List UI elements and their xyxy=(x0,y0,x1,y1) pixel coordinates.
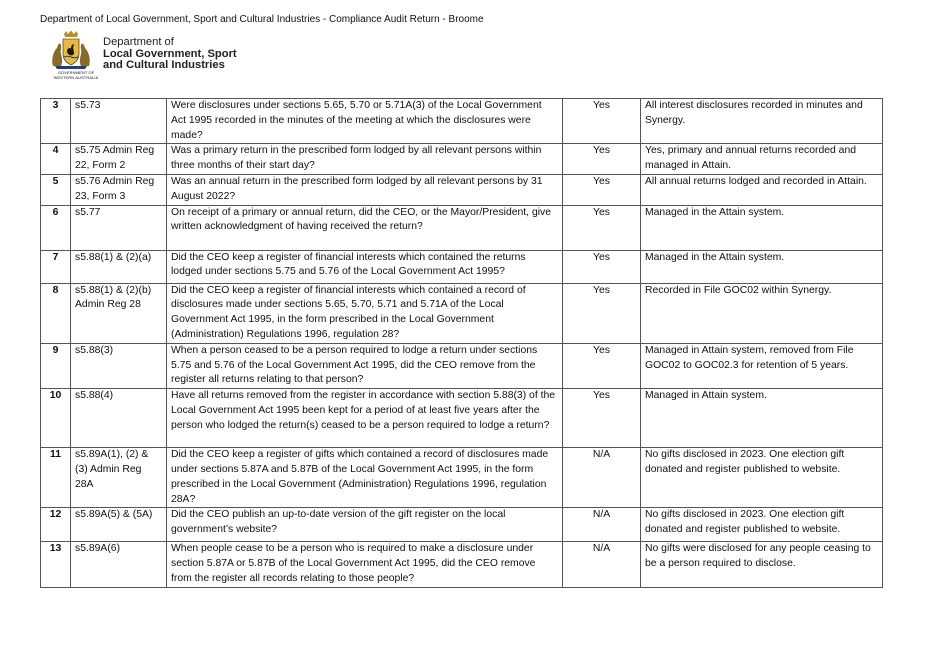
comments: Managed in Attain system, removed from File GOC02 to GOC02.3 for retention of 5 years. xyxy=(641,343,883,388)
row-number: 7 xyxy=(41,250,71,283)
response-value: N/A xyxy=(563,508,641,542)
crest-caption xyxy=(49,70,103,80)
row-number: 6 xyxy=(41,205,71,250)
response-value: Yes xyxy=(563,205,641,250)
comments: All annual returns lodged and recorded in Attain. xyxy=(641,174,883,205)
audit-question: Were disclosures under sections 5.65, 5.70 or 5.71A(3) of the Local Government Act 1995 recorded in the minutes of the meeting at which the disclosures were made? xyxy=(167,99,563,144)
table-row xyxy=(41,389,883,448)
audit-question: Did the CEO keep a register of financial interests which contained the returns lodged under sections 5.75 and 5.76 of the Local Government Act 1995? xyxy=(167,250,563,283)
response-value: Yes xyxy=(563,389,641,448)
table-row xyxy=(41,542,883,587)
department-name-line-2: Local Government, Sport xyxy=(103,47,237,60)
comments: Managed in the Attain system. xyxy=(641,250,883,283)
department-name-line-3: and Cultural Industries xyxy=(103,59,225,72)
row-number: 10 xyxy=(41,389,71,448)
legislation-reference: s5.88(4) xyxy=(71,389,167,448)
legislation-reference: s5.89A(6) xyxy=(71,542,167,587)
row-number: 4 xyxy=(41,144,71,175)
legislation-reference: s5.89A(5) & (5A) xyxy=(71,508,167,542)
department-name-line-1: Department of xyxy=(103,36,174,48)
row-number: 9 xyxy=(41,343,71,388)
audit-question: Was a primary return in the prescribed form lodged by all relevant persons within three months of their start day? xyxy=(167,144,563,175)
legislation-reference: s5.75 Admin Reg 22, Form 2 xyxy=(71,144,167,175)
audit-question: When people cease to be a person who is required to make a disclosure under section 5.87A or 5.87B of the Local Government Act 1995, did the CEO remove from the register all records relating to those people? xyxy=(167,542,563,587)
response-value: Yes xyxy=(563,283,641,343)
comments: Yes, primary and annual returns recorded and managed in Attain. xyxy=(641,144,883,175)
crest-caption-line-1: GOVERNMENT OF xyxy=(57,70,95,75)
comments: No gifts were disclosed for any people ceasing to be a person required to disclose. xyxy=(641,542,883,587)
response-value: Yes xyxy=(563,343,641,388)
audit-question: Have all returns removed from the register in accordance with section 5.88(3) of the Local Government Act 1995 been kept for a period of at least five years after the person who lodged the return(s) ceased to be a person required to lodge a return? xyxy=(167,389,563,448)
row-number: 3 xyxy=(41,99,71,144)
comments: Recorded in File GOC02 within Synergy. xyxy=(641,283,883,343)
table-row xyxy=(41,250,883,283)
department-name xyxy=(103,37,237,72)
document-title: Department of Local Government, Sport and Cultural Industries - Compliance Audit Return - Broome xyxy=(40,14,484,25)
legislation-reference: s5.88(3) xyxy=(71,343,167,388)
audit-question: Did the CEO keep a register of financial interests which contained a record of disclosures made under sections 5.65, 5.70, 5.71 and 5.71A of the Local Government Act 1995, in the form prescribed in the Local Government (Administration) Regulations 1996, regulation 28? xyxy=(167,283,563,343)
row-number: 13 xyxy=(41,542,71,587)
table-row xyxy=(41,448,883,508)
table-row xyxy=(41,283,883,343)
table-row xyxy=(41,174,883,205)
response-value: Yes xyxy=(563,144,641,175)
department-logo xyxy=(47,30,237,82)
comments: Managed in Attain system. xyxy=(641,389,883,448)
audit-question: On receipt of a primary or annual return, did the CEO, or the Mayor/President, give written acknowledgment of having received the return? xyxy=(167,205,563,250)
crest-caption-line-2: WESTERN AUSTRALIA xyxy=(53,75,99,80)
comments: Managed in the Attain system. xyxy=(641,205,883,250)
audit-question: Did the CEO publish an up-to-date version of the gift register on the local government’s website? xyxy=(167,508,563,542)
table-row xyxy=(41,205,883,250)
comments: All interest disclosures recorded in minutes and Synergy. xyxy=(641,99,883,144)
comments: No gifts disclosed in 2023. One election gift donated and register published to website. xyxy=(641,448,883,508)
legislation-reference: s5.77 xyxy=(71,205,167,250)
table-row xyxy=(41,508,883,542)
compliance-audit-table xyxy=(40,98,883,588)
row-number: 5 xyxy=(41,174,71,205)
response-value: Yes xyxy=(563,99,641,144)
response-value: N/A xyxy=(563,448,641,508)
row-number: 8 xyxy=(41,283,71,343)
comments: No gifts disclosed in 2023. One election gift donated and register published to website. xyxy=(641,508,883,542)
row-number: 11 xyxy=(41,448,71,508)
legislation-reference: s5.88(1) & (2)(b) Admin Reg 28 xyxy=(71,283,167,343)
legislation-reference: s5.88(1) & (2)(a) xyxy=(71,250,167,283)
row-number: 12 xyxy=(41,508,71,542)
table-row xyxy=(41,99,883,144)
response-value: Yes xyxy=(563,250,641,283)
response-value: Yes xyxy=(563,174,641,205)
legislation-reference: s5.89A(1), (2) & (3) Admin Reg 28A xyxy=(71,448,167,508)
table-row xyxy=(41,144,883,175)
legislation-reference: s5.76 Admin Reg 23, Form 3 xyxy=(71,174,167,205)
audit-question: Did the CEO keep a register of gifts which contained a record of disclosures made under sections 5.87A and 5.87B of the Local Government Act 1995, in the form prescribed in the Local Government (Administration) Regulations 1996, regulation 28A? xyxy=(167,448,563,508)
response-value: N/A xyxy=(563,542,641,587)
legislation-reference: s5.73 xyxy=(71,99,167,144)
table-row xyxy=(41,343,883,388)
audit-question: When a person ceased to be a person required to lodge a return under sections 5.75 and 5.76 of the Local Government Act 1995, did the CEO remove from the register all returns relating to that person? xyxy=(167,343,563,388)
audit-question: Was an annual return in the prescribed form lodged by all relevant persons by 31 August 2022? xyxy=(167,174,563,205)
